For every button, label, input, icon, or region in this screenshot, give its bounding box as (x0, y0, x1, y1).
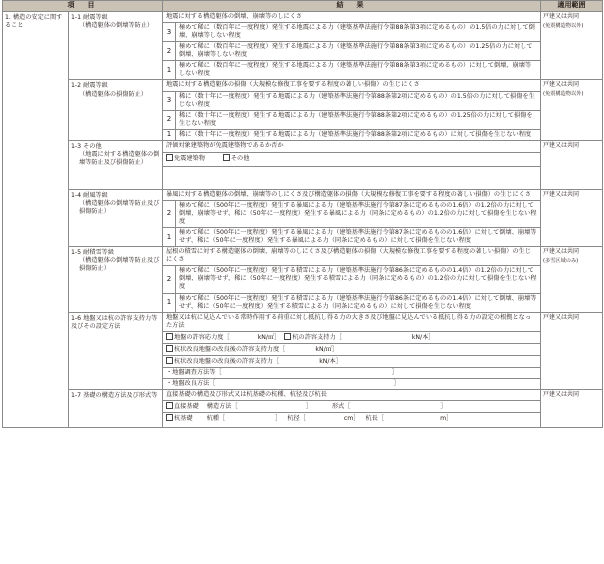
checkbox[interactable] (223, 154, 230, 161)
bearing-line-3 (163, 355, 541, 367)
item-1-3-title: 1-3 その他 (71, 142, 102, 150)
grade-text: 極めて稀に（500年に一度程度）発生する暴風による力（建築基準法施行令第87条に定めるものの1.6倍）に対して倒壊、崩壊等せず、稀に（50年に一度程度）発生する暴風による力（同条に定めるもの）に対して損傷を生じない程度 (179, 229, 537, 245)
checkbox[interactable] (166, 414, 173, 421)
unit-kn-pile: kN/本］ (319, 357, 342, 365)
item-1-2-scope (541, 80, 603, 140)
grade-text: 稀に（数十年に一度程度）発生する地震による力（建築基準法施行令第88条第2項に定めるもの）に対して損傷を生じない程度 (179, 130, 532, 138)
label-pile-foundation: 杭基礎 (174, 415, 193, 423)
item-1-7-title: 1-7 基礎の構造方法及び形式等 (71, 392, 158, 400)
item-1-5-lead: 屋根の積雪に対する構造躯体の倒壊、崩壊等のしにくさ及び構造躯体の損傷（大規模な修復工事を要する程度の著しい損傷）の生じにくさ (163, 247, 541, 266)
grade-row (163, 110, 541, 129)
item-1-5-title: 1-5 耐積雪等級 (71, 249, 115, 257)
item-1-7 (69, 390, 163, 428)
item-1-1-title: 1-1 耐震等級 (71, 14, 108, 21)
grade-text: 稀に（数十年に一度程度）発生する地震による力（建築基準法施行令第88条第2項に定めるもの）の1.5倍の力に対して損傷を生じない程度 (179, 92, 535, 108)
header-scope: 適用範囲 (541, 1, 603, 12)
grade-row (163, 23, 541, 42)
grade-number: 1 (163, 294, 176, 312)
item-1-3-lead: 評価対象建築物が免震建築物であるか否か (163, 140, 541, 152)
grade-number: 1 (163, 228, 176, 246)
checkbox[interactable] (166, 333, 173, 340)
grade-number: 3 (163, 92, 176, 110)
grade-row (163, 91, 541, 110)
item-1-6-scope: 戸建又は共同 (541, 312, 603, 389)
header-row (3, 1, 603, 12)
checkbox[interactable] (166, 357, 173, 364)
unit-kn-m2: kN/㎡］ (257, 333, 281, 341)
grade-row (163, 129, 541, 140)
item-1-5-note: （構造躯体の倒壊等防止及び損傷防止） (79, 257, 160, 273)
item-1-1 (69, 12, 163, 80)
item-1-1-scope (541, 12, 603, 80)
item-1-3-note: （地震に対する構造躯体の倒壊等防止及び損傷防止） (79, 150, 160, 166)
checkbox[interactable] (166, 402, 173, 409)
grade-text: 極めて稀に（500年に一度程度）発生する積雪による力（建築基準法施行令第86条に定めるものの1.4倍）に対して倒壊、崩壊等せず、稀に（50年に一度程度）発生する積雪による力（同条に定めるもの）に対して損傷を生じない程度 (179, 294, 537, 310)
blank-row (163, 166, 541, 189)
unit-kn-pile: kN/本］ (411, 333, 435, 341)
item-1-5-scope (541, 247, 603, 312)
checkbox[interactable] (166, 345, 173, 352)
grade-row (163, 200, 541, 227)
header-result: 結 果 (163, 1, 541, 12)
grade-number: 3 (163, 23, 176, 41)
label-pile-diameter: 杭径［ (287, 415, 306, 423)
grade-text: 極めて稀に（500年に一度程度）発生する暴風による力（建築基準法施行令第87条に定めるものの1.6倍）の1.2倍の力に対して倒壊、崩壊等せず、稀に（50年に一度程度）発生する暴風による力（同条に定めるもの）の1.2倍の力に対して損傷を生じない程度 (179, 201, 537, 225)
checkbox[interactable] (166, 154, 173, 161)
item-1-7-scope: 戸建又は共同 (541, 390, 603, 428)
checkbox[interactable] (284, 333, 291, 340)
label-pile-capacity: 杭の許容支持力［ (292, 333, 342, 341)
section-title: 1. 構造の安定に関すること (3, 12, 69, 428)
option-menshin: 免震建築物 (174, 155, 205, 163)
item-1-4-lead: 暴風に対する構造躯体の倒壊、崩壊等のしにくさ及び構造躯体の損傷（大規模な修復工事を要する程度の著しい損傷）の生じにくさ (163, 189, 541, 200)
grade-text: 稀に（数十年に一度程度）発生する地震による力（建築基準法施行令第88条第2項に定めるもの）の1.25倍の力に対して損傷を生じない程度 (179, 111, 533, 127)
grade-text: 極めて稀に（500年に一度程度）発生する積雪による力（建築基準法施行令第86条に定めるものの1.4倍）の1.2倍の力に対して倒壊、崩壊等せず、稀に（50年に一度程度）発生する積雪による力（同条に定めるもの）の1.2倍の力に対して損傷を生じない程度 (179, 267, 537, 291)
bearing-line-1 (163, 331, 541, 343)
item-1-2-note: （構造躯体の損傷防止） (79, 90, 148, 98)
bracket-close: ］ (275, 415, 282, 423)
unit-kn-m2: kN/㎡］ (315, 345, 339, 353)
grade-number: 1 (163, 61, 176, 79)
scope-note: (免震構造物以外) (543, 22, 584, 29)
grade-number: 2 (163, 266, 176, 292)
grade-number: 2 (163, 111, 176, 129)
item-1-6 (69, 312, 163, 389)
label-soil-capacity: 地盤の許容応力度［ (174, 333, 230, 341)
grade-row (163, 42, 541, 61)
foundation-line-1 (163, 401, 541, 413)
item-1-2 (69, 80, 163, 140)
header-item: 項 目 (3, 1, 163, 12)
scope-text: 戸建又は共同 (543, 248, 580, 256)
foundation-line-2 (163, 413, 541, 428)
bracket-close: ］ (393, 380, 400, 387)
row-1-1-lead (3, 12, 603, 23)
scope-text: 戸建又は共同 (543, 13, 580, 20)
performance-table (2, 0, 603, 428)
grade-text: 極めて稀に（数百年に一度程度）発生する地震による力（建築基準法施行令第88条第3項に定めるもの）に対して倒壊、崩壊等しない程度 (179, 62, 532, 78)
grade-number: 1 (163, 130, 176, 140)
label-direct-foundation: 直接基礎 (174, 403, 199, 411)
grade-number: 2 (163, 42, 176, 60)
bearing-line-5 (163, 379, 541, 390)
item-1-6-title: 1-6 地盤又は杭の許容支持力等及びその設定方法 (71, 314, 158, 330)
bracket-close: ］ (440, 403, 447, 411)
bearing-line-2 (163, 343, 541, 355)
grade-row (163, 266, 541, 293)
grade-row (163, 228, 541, 247)
scope-note: (免震構造物以外) (543, 91, 584, 98)
item-1-2-title: 1-2 耐震等級 (71, 82, 108, 90)
option-other: その他 (230, 155, 250, 163)
item-1-3 (69, 140, 163, 189)
item-1-4 (69, 189, 163, 246)
bracket-close: ］ (305, 403, 312, 411)
item-1-4-scope: 戸建又は共同 (541, 189, 603, 246)
grade-number: 2 (163, 201, 176, 227)
item-1-6-lead: 地盤又は杭に見込んでいる常時作用する荷重に対し抵抗し得る力の大きさ及び地盤に見込んでいる抵抗し得る力の設定の根拠となった方法 (163, 312, 541, 331)
unit-m: m］ (440, 415, 453, 423)
label-improved-ground-capacity: 杭状改良地盤の改良後の許容支持力度［ (174, 345, 286, 353)
unit-cm: cm］ (343, 415, 360, 423)
grade-text: 極めて稀に（数百年に一度程度）発生する地震による力（建築基準法施行令第88条第3項に定めるもの）の1.25倍の力に対して倒壊、崩壊等しない程度 (179, 43, 533, 59)
label-pile-kind: 杭種［ (206, 415, 226, 423)
label-construction-method: 構造方法［ (206, 403, 238, 411)
item-1-1-note: （構造躯体の倒壊等防止） (79, 22, 154, 30)
grade-row (163, 61, 541, 80)
item-1-2-lead: 地震に対する構造躯体の損傷（大規模な修復工事を要する程度の著しい損傷）の生じにくさ (163, 80, 541, 91)
item-1-3-options (163, 153, 541, 167)
label-improved-ground-support: 杭状改良地盤の改良後の許容支持力［ (174, 357, 280, 365)
label-pile-length: 杭長［ (365, 415, 385, 423)
label-survey-method: ・地盤調査方法等［ (166, 368, 222, 376)
item-1-4-title: 1-4 耐風等級 (71, 191, 108, 199)
label-type: 形式［ (331, 403, 351, 411)
bracket-close: ］ (391, 368, 398, 376)
item-1-3-scope: 戸建又は共同 (541, 140, 603, 189)
item-1-7-lead: 直接基礎の構造及び形式又は杭基礎の杭種、杭径及び杭長 (163, 390, 541, 401)
item-1-1-lead: 地震に対する構造躯体の倒壊、崩壊等のしにくさ (163, 12, 541, 23)
grade-text: 極めて稀に（数百年に一度程度）発生する地震による力（建築基準法施行令第88条第3項に定めるもの）の1.5倍の力に対して倒壊、崩壊等しない程度 (179, 24, 535, 40)
scope-note: (多雪区域のみ) (543, 257, 579, 264)
bearing-line-4 (163, 367, 541, 378)
label-improvement-method: ・地盤改良方法［ (166, 380, 216, 387)
item-1-5 (69, 247, 163, 312)
scope-text: 戸建又は共同 (543, 81, 580, 89)
grade-row (163, 293, 541, 312)
item-1-4-note: （構造躯体の倒壊等防止及び損傷防止） (79, 199, 160, 215)
